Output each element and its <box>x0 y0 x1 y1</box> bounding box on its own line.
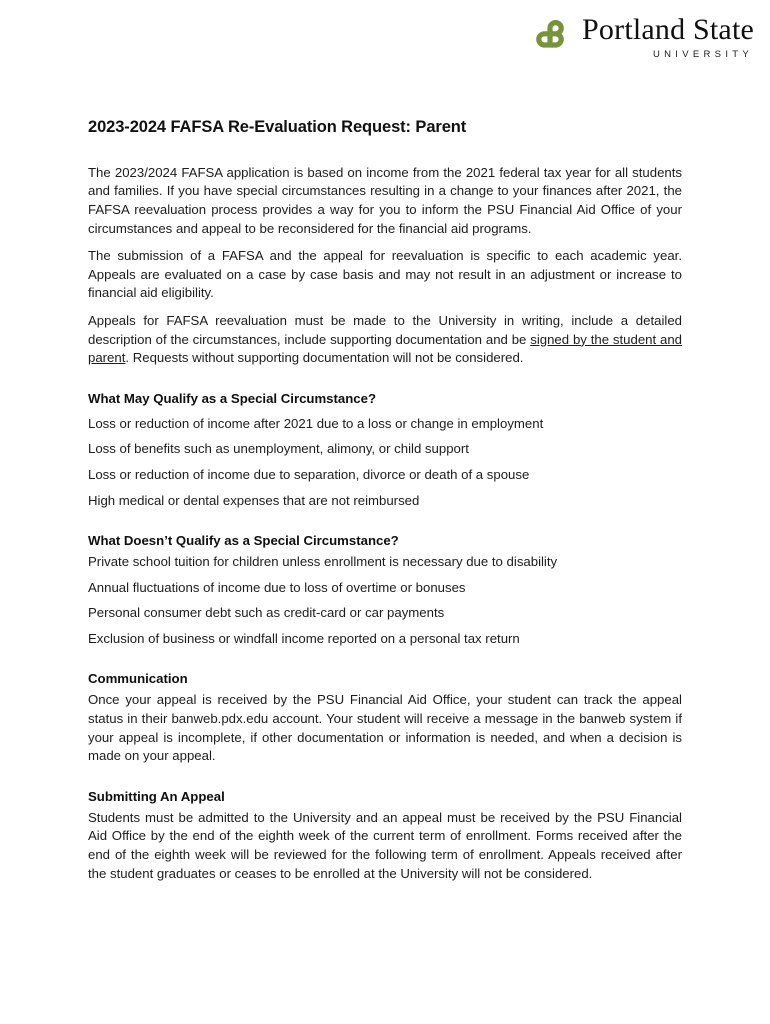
list-item: Personal consumer debt such as credit-card or car payments <box>88 605 445 621</box>
appeal-text-underlined: signed by the student and parent <box>88 331 683 366</box>
section-heading-what-may-qualify: What May Qualify as a Special Circumstance? <box>88 390 377 406</box>
document-body <box>88 118 682 883</box>
list-item: Loss or reduction of income after 2021 due to a loss or change in employment <box>88 415 544 431</box>
section-what-doesnt-qualify <box>88 532 682 648</box>
list-item: Exclusion of business or windfall income reported on a personal tax return <box>88 630 520 646</box>
section-heading-submitting-an-appeal: Submitting An Appeal <box>88 788 225 804</box>
section-heading-what-doesnt-qualify: What Doesn’t Qualify as a Special Circumstance? <box>88 533 399 549</box>
section-what-may-qualify <box>88 390 682 510</box>
section-submitting-an-appeal <box>88 788 682 883</box>
list-item: High medical or dental expenses that are not reimbursed <box>88 492 420 508</box>
submitting-appeal-paragraph: Students must be admitted to the University and an appeal must be received by the PSU Financial Aid Office by the end of the eighth week of the current term of enrollment. Forms received after the end of the eighth week will be reviewed for the following term of enrollment. Appeals received after the student graduates or ceases to be enrolled at the University will not be considered. <box>88 809 682 881</box>
appeal-text-before: Appeals for FAFSA reevaluation must be made to the University in writing, include a detailed description of the circumstances, include supporting documentation and be <box>88 312 682 347</box>
page-title: 2023-2024 FAFSA Re-Evaluation Request: Parent <box>88 118 467 136</box>
psu-wordmark-block <box>582 14 754 59</box>
qualify-list <box>88 415 682 510</box>
appeal-text-after: . Requests without supporting documentation will not be considered. <box>125 350 524 366</box>
not-qualify-list <box>88 553 682 648</box>
intro-paragraph-2: The submission of a FAFSA and the appeal for reevaluation is specific to each academic year. Appeals are evaluated on a case by case basis and may not result in an adjustment or increase to financial aid eligibility. <box>88 248 682 301</box>
psu-wordmark: Portland State <box>582 13 754 46</box>
list-item: Annual fluctuations of income due to loss of overtime or bonuses <box>88 579 466 595</box>
section-communication <box>88 670 682 765</box>
communication-paragraph: Once your appeal is received by the PSU Financial Aid Office, your student can track the appeal status in their banweb.pdx.edu account. Your student will receive a message in the banweb system if your appeal is incomplete, if other documentation or information is needed, and when a decision is made on your appeal. <box>88 692 682 764</box>
psu-logo-header <box>530 14 754 59</box>
list-item: Loss of benefits such as unemployment, alimony, or child support <box>88 441 469 457</box>
appeal-requirements-paragraph <box>88 312 682 368</box>
list-item: Private school tuition for children unless enrollment is necessary due to disability <box>88 554 558 570</box>
intro-paragraph-1: The 2023/2024 FAFSA application is based on income from the 2021 federal tax year for all students and families. If you have special circumstances resulting in a change to your finances after 2021, the FAFSA reevaluation process provides a way for you to inform the PSU Financial Aid Office of your circumstances and appeal to be reconsidered for the financial aid programs. <box>88 164 682 236</box>
list-item: Loss or reduction of income due to separation, divorce or death of a spouse <box>88 466 530 482</box>
section-heading-communication: Communication <box>88 671 188 687</box>
psu-knot-logo-icon <box>530 17 570 57</box>
psu-wordmark-university: UNIVERSITY <box>652 48 753 60</box>
